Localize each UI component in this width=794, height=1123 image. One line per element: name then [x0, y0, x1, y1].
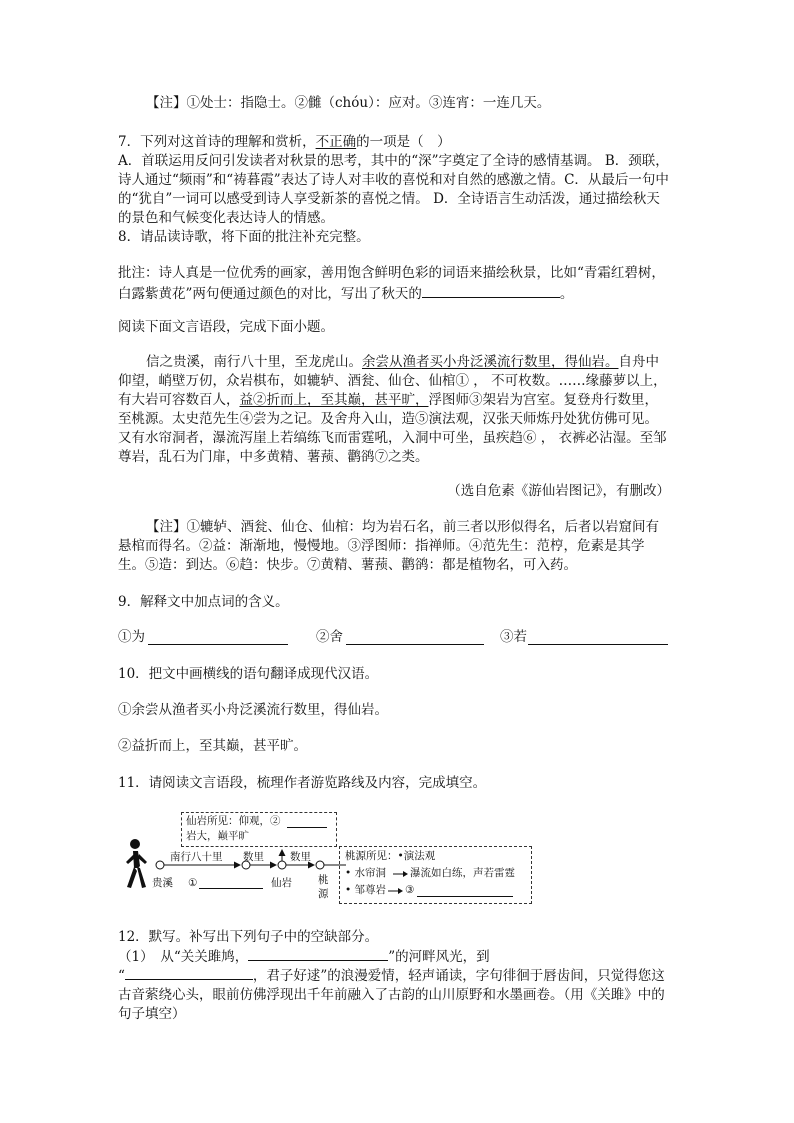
taoyuan-line-2b: 瀑流如白练，声若雷霆 [410, 867, 515, 879]
passage-note: 【注】①辘轳、酒瓮、仙仓、仙棺：均为岩石名，前三者以形似得名，后者以岩窟间有悬棺而得名。②益：渐渐地，慢慢地。③浮图师：指禅师。④范先生：范梈，危素是其学生。⑤造：到达。⑥趋：快步。⑦黄精、薯蓣、鹳鹆：都是植物名，可入药。 [118, 519, 659, 573]
q7-stem-post: 的一项是（ ） [356, 134, 451, 150]
q10-sentence-1: ①余尝从渔者买小舟泛溪流行数里，得仙岩。 [118, 702, 388, 718]
q9-stem: 9．解释文中加点词的含义。 [118, 594, 289, 610]
taoyuan-line-3a: • 邹尊岩 [345, 884, 387, 896]
q10-sentence-2: ②益折而上，至其巅，甚平旷。 [118, 738, 307, 754]
q8-annotation [118, 264, 670, 304]
diagram-blank-3[interactable] [417, 896, 513, 897]
q9-blank-2[interactable] [346, 644, 484, 645]
q12-stem: 12．默写。补写出下列句子中的空缺部分。 [118, 929, 379, 945]
q12-blank-2[interactable] [125, 965, 253, 980]
q9-blank-1[interactable] [148, 644, 288, 645]
q12-blank-1[interactable] [248, 946, 388, 961]
route-south-label: 南行八十里 [170, 851, 223, 863]
route-shuli-label-2: 数里 [290, 851, 311, 863]
q12-line-1-post: ”的河畔风光，到 [388, 949, 490, 965]
q9-blank-3[interactable] [528, 644, 668, 645]
q8-stem: 8．请品读诗歌，将下面的批注补充完整。 [118, 229, 370, 245]
diagram-blank-2[interactable] [287, 827, 327, 828]
q8-annotation-end: 。 [559, 286, 574, 302]
xianyan-line-2: 岩大，巅平旷 [186, 830, 249, 842]
passage-underlined-1: 余尝从渔者买小舟泛溪流行数里，得仙岩。 [362, 354, 619, 370]
route-shuli-label-1: 数里 [243, 851, 264, 863]
q9-item-2: ②舍 [316, 629, 343, 645]
arrow-right-icon [388, 886, 404, 896]
diagram-blank-1[interactable] [199, 888, 263, 889]
passage-intro: 阅读下面文言语段，完成下面小题。 [118, 319, 334, 335]
q12-line-2-pre: “ [118, 968, 125, 984]
node-taoyuan: 桃源 [318, 874, 329, 900]
q12-line-1-pre: （1） 从“关关雎鸠， [118, 949, 249, 965]
q10-stem: 10．把文中画横线的语句翻译成现代汉语。 [118, 666, 379, 682]
node-1: ① [188, 877, 198, 889]
q7-options: A．首联运用反问引发读者对秋景的思考，其中的“深”字奠定了全诗的感情基调。 B．颈联，诗人通过“频雨”和“祷暮霞”表达了诗人对丰收的喜悦和对自然的感激之情。C．从最后一句中的“犹自”一词可以感受到诗人享受新茶的喜悦之情。 D．全诗语言生动活泼，通过描绘秋天的景色和气候变化表达诗人的情感。 [118, 153, 669, 226]
walking-person-icon [116, 838, 150, 890]
taoyuan-line-3b: ③ [405, 884, 415, 896]
q11-stem: 11．请阅读文言语段，梳理作者游览路线及内容，完成填空。 [118, 775, 487, 791]
q8-annotation-text: 批注：诗人真是一位优秀的画家，善用饱含鲜明色彩的词语来描绘秋景，比如“青霜红碧树，白露紫黄花”两句便通过颜色的对比，写出了秋天的 [118, 265, 665, 302]
q9-item-3: ③若 [500, 629, 527, 645]
q9-item-1: ①为 [118, 629, 145, 645]
node-guixi: 贵溪 [152, 877, 173, 889]
poem-note: 【注】①处士：指隐士。②雠（chóu）：应对。③连宵：一连几天。 [146, 95, 551, 111]
node-xianyan: 仙岩 [271, 877, 292, 889]
passage-text-3: 浮图师③架岩为宫室。复登舟行数里，至桃源。太史范先生④尝为之记。及舍舟入山，造⑤演法观，汉张天师炼丹处犹仿佛可见。又有水帘洞者，瀑流泻崖上若缟练飞而雷霆吼，入洞中可坐，虽疾趋⑥ ， 衣裤必沾湿。至邹尊岩，乱石为门扉，中多黄精、薯蓣、鹳鹆⑦之类。 [118, 392, 667, 465]
q12-line-1 [118, 946, 670, 967]
arrow-right-icon [393, 869, 409, 879]
q12-line-2-post: ，君子好逑”的浪漫爱情，轻声诵读，字句徘徊于唇齿间，只觉得您这古音萦绕心头，眼前仿佛浮现出千年前融入了古韵的山川原野和水墨画卷。（用《关雎》中的句子填空） [118, 968, 665, 1022]
taoyuan-line-2a: • 水帘洞 [345, 867, 387, 879]
q7-stem-pre: 7．下列对这首诗的理解和赏析， [118, 134, 316, 150]
q12-line-2 [118, 965, 670, 1024]
passage-text-1: 信之贵溪，南行八十里，至龙虎山。 [146, 354, 362, 370]
q7-stem-emphasis: 不正确 [315, 134, 357, 150]
taoyuan-title: 桃源所见：•演法观 [345, 850, 436, 862]
passage-text-2: 自舟中仰望，峭壁万仞，众岩棋布，如辘轳、酒瓮、仙仓、仙棺① ， 不可枚数。……缘藤萝以上，有大岩可容数百人， [118, 354, 667, 408]
passage-body [118, 353, 670, 467]
q8-answer-blank[interactable] [422, 283, 560, 298]
xianyan-line-1: 仙岩所见：仰观，② [186, 815, 281, 827]
passage-source: （选自危素《游仙岩图记》，有删改） [447, 483, 670, 499]
q7-stem [118, 133, 670, 152]
q9-answers [118, 628, 670, 647]
passage-underlined-2: 益②折而上，至其巅，甚平旷， [239, 392, 429, 408]
